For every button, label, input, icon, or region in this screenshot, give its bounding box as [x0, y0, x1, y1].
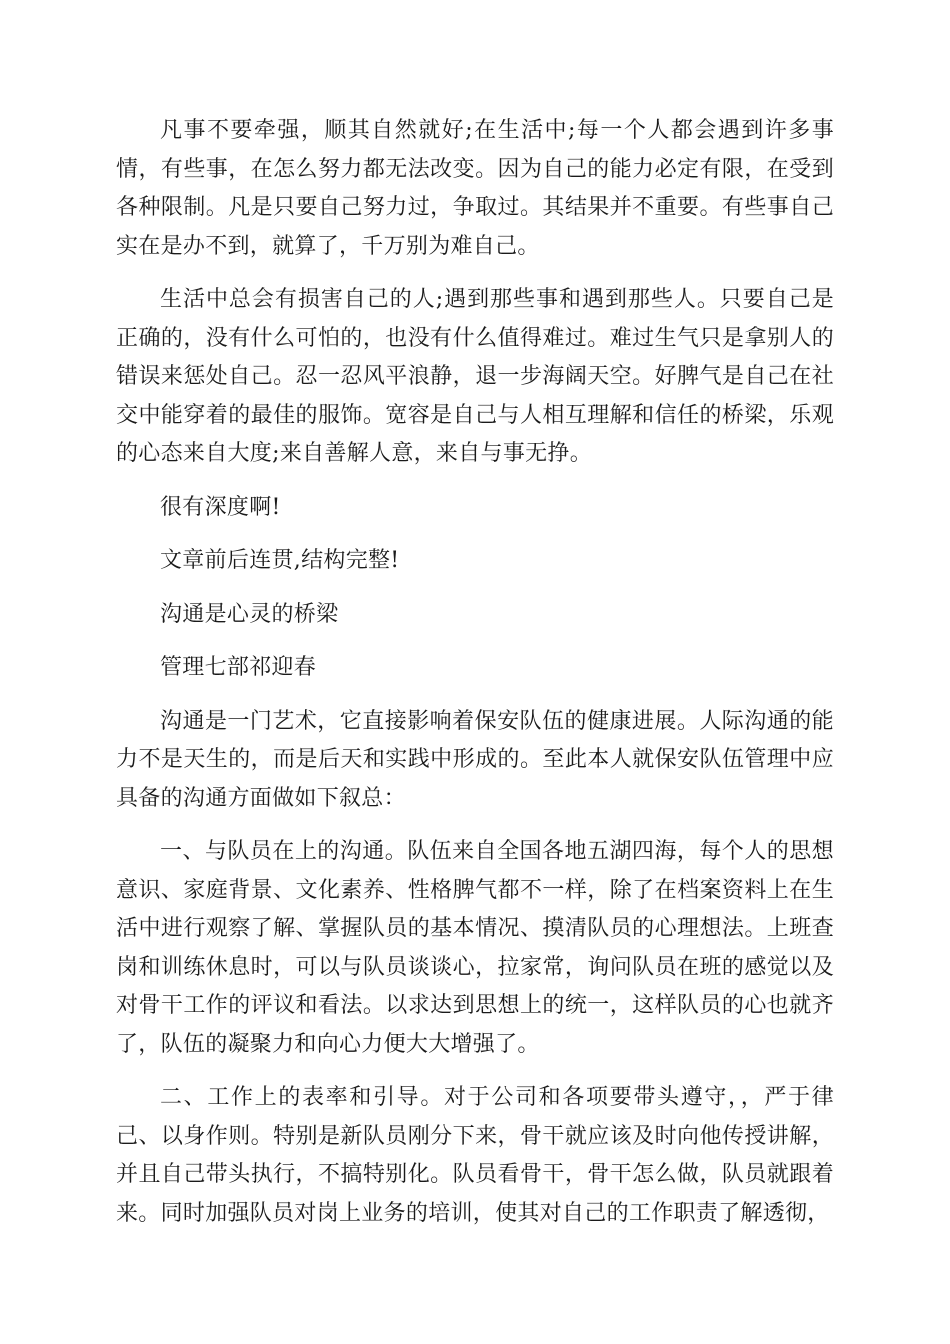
paragraph-5: 二、工作上的表率和引导。对于公司和各项要带头遵守，，严于律己、以身作则。特别是新队员刚分下来，骨干就应该及时向他传授讲解，并且自己带头执行，不搞特别化。队员看骨干，骨干怎么做，队员就跟着来。同时加强队员对岗上业务的培训，使其对自己的工作职责了解透彻， — [116, 1085, 834, 1226]
paragraph-4: 一、与队员在上的沟通。队伍来自全国各地五湖四海，每个人的思想意识、家庭背景、文化素养、性格脾气都不一样，除了在档案资料上在生活中进行观察了解、掌握队员的基本情况、摸清队员的心理想法。上班查岗和训练休息时，可以与队员谈谈心，拉家常，询问队员在班的感觉以及对骨干工作的评议和看法。以求达到思想上的统一，这样队员的心也就齐了，队伍的凝聚力和向心力便大大增强了。 — [116, 839, 834, 1057]
article-author: 管理七部祁迎春 — [160, 655, 317, 680]
paragraph-1: 凡事不要牵强，顺其自然就好;在生活中;每一个人都会遇到许多事情，有些事，在怎么努力都无法改变。因为自己的能力必定有限，在受到各种限制。凡是只要自己努力过，争取过。其结果并不重要。有些事自己实在是办不到，就算了，千万别为难自己。 — [116, 118, 834, 259]
comment-line-1: 很有深度啊! — [160, 494, 281, 520]
comment-line-2: 文章前后连贯,结构完整! — [160, 548, 400, 573]
article-title: 沟通是心灵的桥梁 — [160, 601, 339, 627]
paragraph-2: 生活中总会有损害自己的人;遇到那些事和遇到那些人。只要自己是正确的，没有什么可怕的，也没有什么值得难过。难过生气只是拿别人的错误来惩处自己。忍一忍风平浪静，退一步海阔天空。好脾气是自己在社交中能穿着的最佳的服饰。宽容是自己与人相互理解和信任的桥梁，乐观的心态来自大度;来自善解人意，来自与事无挣。 — [116, 287, 834, 466]
paragraph-3: 沟通是一门艺术，它直接影响着保安队伍的健康进展。人际沟通的能力不是天生的，而是后天和实践中形成的。至此本人就保安队伍管理中应具备的沟通方面做如下叙总： — [116, 708, 834, 811]
